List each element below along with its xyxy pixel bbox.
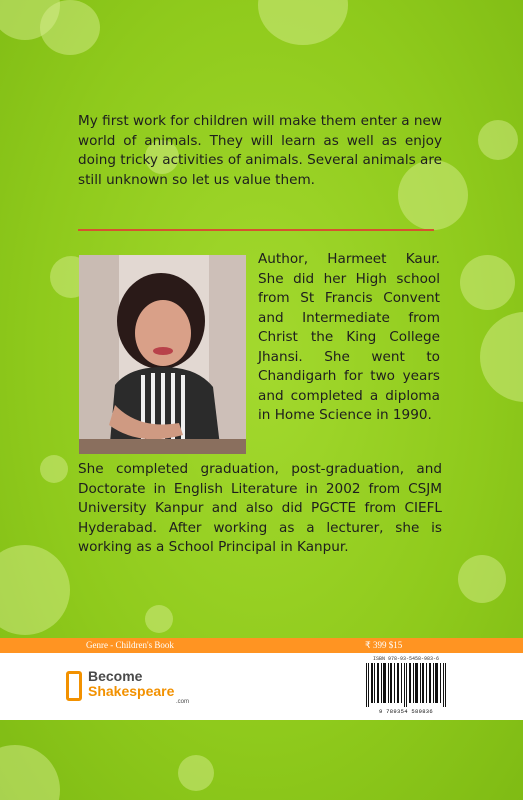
footer-band-top xyxy=(0,638,523,653)
decorative-circle xyxy=(178,755,214,791)
author-photo xyxy=(79,255,246,454)
decorative-circle xyxy=(458,555,506,603)
decorative-circle xyxy=(0,545,70,635)
decorative-circle xyxy=(40,455,68,483)
book-logo-icon xyxy=(66,671,82,701)
price-label: ₹ 399 $15 xyxy=(365,640,403,650)
decorative-circle xyxy=(0,745,60,800)
decorative-circle xyxy=(460,255,515,310)
isbn-digits: 9 789354 589836 xyxy=(378,708,433,715)
decorative-circle xyxy=(40,0,100,55)
decorative-circle xyxy=(478,120,518,160)
author-bio-full: She completed graduation, post-graduation, and Doctorate in English Literature in 2002 from CSJM University Kanpur and also did PGCTE from CIEFL Hyderabad. After working as a lecturer, she is working as a School Principal in Kanpur. xyxy=(78,461,442,555)
author-bio-side: Author, Harmeet Kaur. She did her High school from St Francis Convent and Intermediate from Christ the King College Jhansi. She went to Chandigarh for two years and completed a diploma in Home Science in 1990. xyxy=(258,251,440,423)
publisher-logo xyxy=(66,668,216,708)
genre-label: Genre - Children's Book xyxy=(86,640,174,650)
publisher-domain: .com xyxy=(176,699,190,705)
barcode-icon xyxy=(362,663,450,709)
intro-paragraph: My first work for children will make them enter a new world of animals. They will learn as well as enjoy doing tricky activities of animals. Several animals are still unknown so let us value them. xyxy=(78,113,442,188)
publisher-name-line1: Become xyxy=(88,668,143,684)
decorative-circle xyxy=(145,605,173,633)
section-divider xyxy=(78,229,434,231)
decorative-circle xyxy=(258,0,348,45)
publisher-name-line2: Shakespeare xyxy=(88,683,175,699)
decorative-circle xyxy=(480,312,523,402)
isbn-barcode xyxy=(362,656,450,718)
isbn-label: ISBN 978-93-5458-983-6 xyxy=(372,656,439,662)
